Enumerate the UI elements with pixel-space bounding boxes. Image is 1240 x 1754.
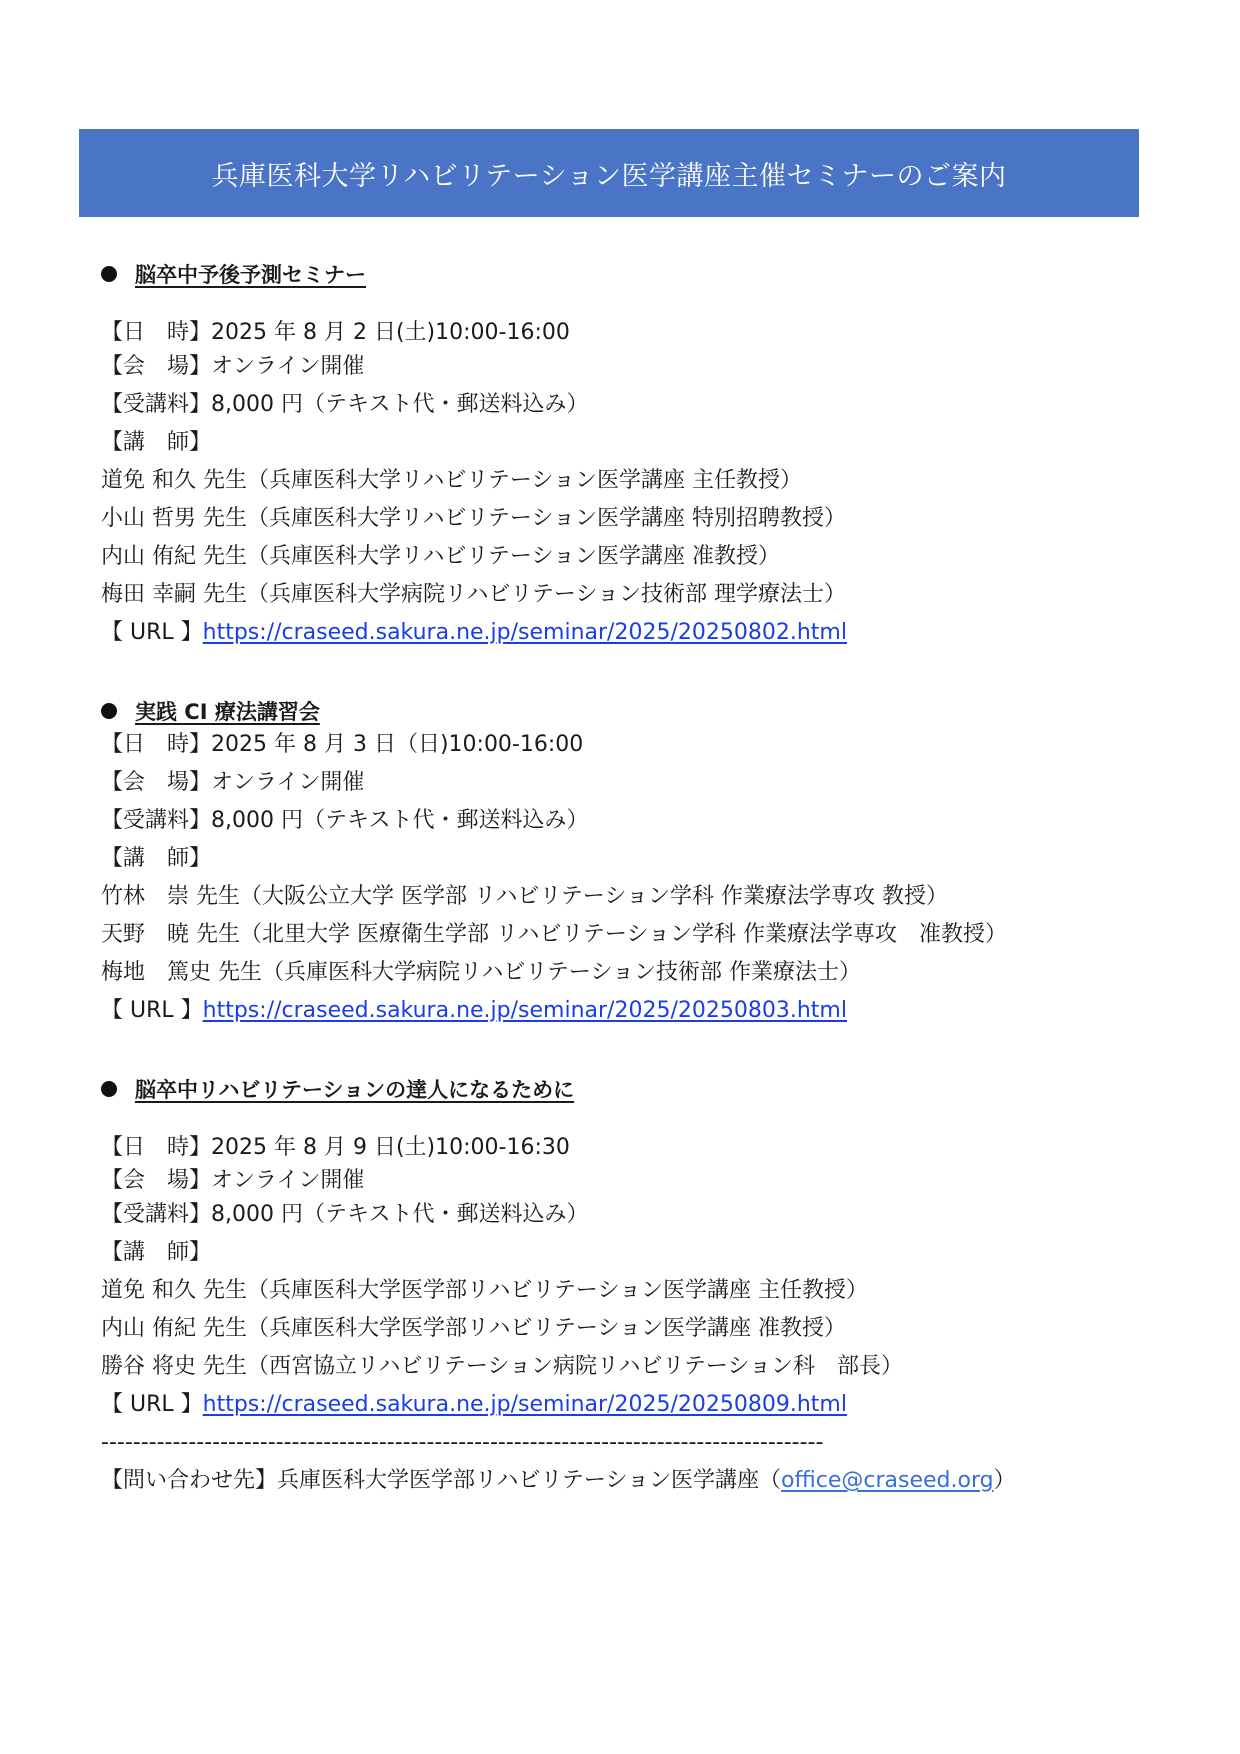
section-3-datetime: 【日 時】2025 年 8 月 9 日(土)10:00-16:30 xyxy=(101,1135,570,1160)
section-1-title xyxy=(101,259,366,289)
section-2-lecturer-3: 梅地 篤史 先生（兵庫医科大学病院リハビリテーション技術部 作業療法士） xyxy=(101,960,862,985)
section-2-title xyxy=(101,696,320,726)
dashed-divider: ------------------------------------------------------------------------------------------- xyxy=(101,1430,824,1455)
section-1-venue: 【会 場】オンライン開催 xyxy=(101,354,365,379)
section-2-venue: 【会 場】オンライン開催 xyxy=(101,770,365,795)
section-1-title-text: 脳卒中予後予測セミナー xyxy=(135,263,366,287)
section-3-lecturer-3: 勝谷 将史 先生（西宮協立リハビリテーション病院リハビリテーション科 部長） xyxy=(101,1354,904,1379)
section-1-lecturer-4: 梅田 幸嗣 先生（兵庫医科大学病院リハビリテーション技術部 理学療法士） xyxy=(101,582,847,607)
section-3-lecturer-2: 内山 侑紀 先生（兵庫医科大学医学部リハビリテーション医学講座 准教授） xyxy=(101,1316,847,1341)
section-3-fee: 【受講料】8,000 円（テキスト代・郵送料込み） xyxy=(101,1202,589,1227)
section-3-title-text: 脳卒中リハビリテーションの達人になるために xyxy=(135,1078,575,1102)
section-1-lecturer-3: 内山 侑紀 先生（兵庫医科大学リハビリテーション医学講座 准教授） xyxy=(101,544,781,569)
section-2-url-row xyxy=(101,996,847,1026)
bullet-icon xyxy=(101,1081,117,1097)
section-1-url-link[interactable]: https://craseed.sakura.ne.jp/seminar/2025/20250802.html xyxy=(202,620,847,645)
url-label: 【 URL 】 xyxy=(101,1392,203,1417)
section-2-datetime: 【日 時】2025 年 8 月 3 日（日)10:00-16:00 xyxy=(101,732,584,757)
section-2-lecturer-label: 【講 師】 xyxy=(101,846,212,871)
section-3-venue: 【会 場】オンライン開催 xyxy=(101,1168,365,1193)
section-2-title-text: 実践 CI 療法講習会 xyxy=(135,700,320,724)
section-2-lecturer-2: 天野 暁 先生（北里大学 医療衛生学部 リハビリテーション学科 作業療法学専攻 准教授） xyxy=(101,922,1007,947)
section-3-url-row xyxy=(101,1390,847,1420)
section-1-datetime: 【日 時】2025 年 8 月 2 日(土)10:00-16:00 xyxy=(101,320,570,345)
section-2-fee: 【受講料】8,000 円（テキスト代・郵送料込み） xyxy=(101,808,589,833)
section-2-lecturer-1: 竹林 崇 先生（大阪公立大学 医学部 リハビリテーション学科 作業療法学専攻 教授） xyxy=(101,884,948,909)
section-3-lecturer-1: 道免 和久 先生（兵庫医科大学医学部リハビリテーション医学講座 主任教授） xyxy=(101,1278,869,1303)
section-1-url-row xyxy=(101,618,847,648)
contact-row xyxy=(101,1466,1016,1496)
section-1-fee: 【受講料】8,000 円（テキスト代・郵送料込み） xyxy=(101,392,589,417)
bullet-icon xyxy=(101,266,117,282)
section-1-lecturer-2: 小山 哲男 先生（兵庫医科大学リハビリテーション医学講座 特別招聘教授） xyxy=(101,506,847,531)
url-label: 【 URL 】 xyxy=(101,998,203,1023)
section-2-url-link[interactable]: https://craseed.sakura.ne.jp/seminar/2025/20250803.html xyxy=(202,998,847,1023)
contact-close: ） xyxy=(993,1468,1016,1493)
section-3-title xyxy=(101,1074,574,1104)
url-label: 【 URL 】 xyxy=(101,620,203,645)
section-1-lecturer-1: 道免 和久 先生（兵庫医科大学リハビリテーション医学講座 主任教授） xyxy=(101,468,803,493)
section-1-lecturer-label: 【講 師】 xyxy=(101,430,212,455)
header-banner xyxy=(79,129,1139,217)
contact-label: 【問い合わせ先】兵庫医科大学医学部リハビリテーション医学講座（ xyxy=(101,1468,782,1493)
page-title: 兵庫医科大学リハビリテーション医学講座主催セミナーのご案内 xyxy=(211,160,1007,192)
contact-email-link[interactable]: office@craseed.org xyxy=(781,1468,994,1493)
section-3-url-link[interactable]: https://craseed.sakura.ne.jp/seminar/2025/20250809.html xyxy=(202,1392,847,1417)
bullet-icon xyxy=(101,703,117,719)
section-3-lecturer-label: 【講 師】 xyxy=(101,1240,212,1265)
